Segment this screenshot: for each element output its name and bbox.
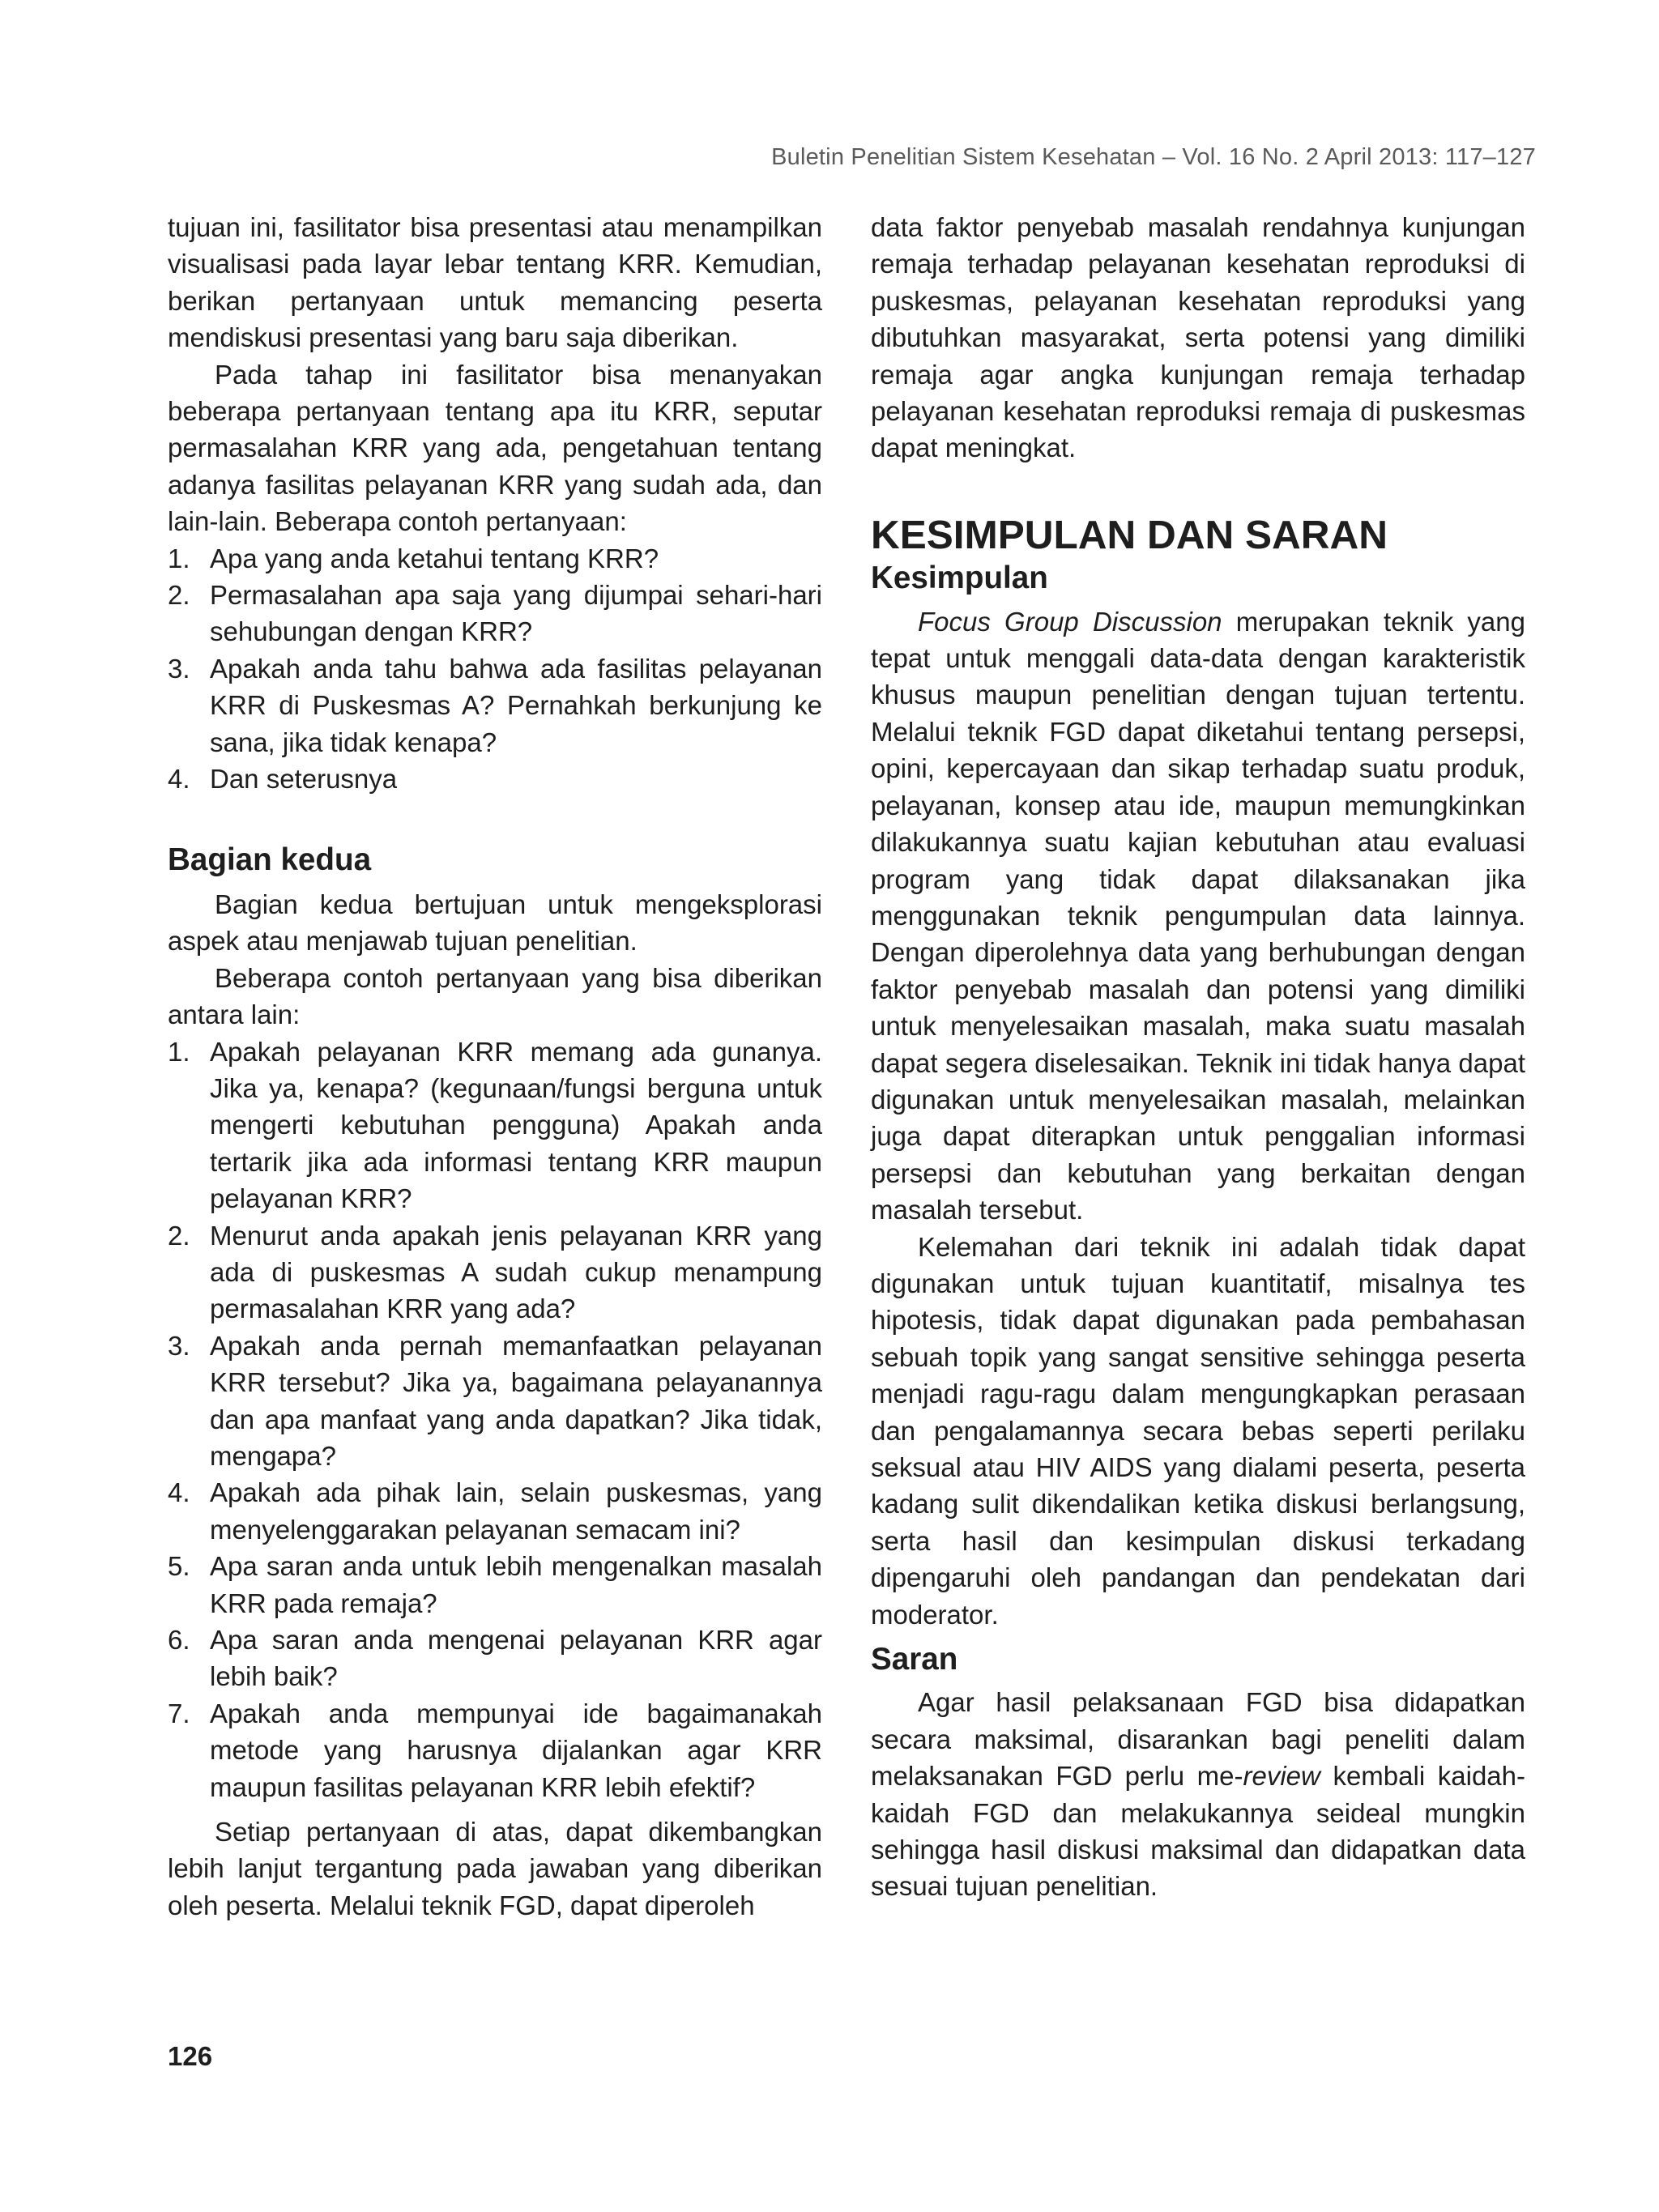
left-paragraph-3: Bagian kedua bertujuan untuk mengeksplorasi aspek atau menjawab tujuan penelitian. — [168, 889, 822, 957]
right-paragraph-1: data faktor penyebab masalah rendahnya kunjungan remaja terhadap pelayanan kesehatan reproduksi di puskesmas, pelayanan kesehatan reproduksi yang dibutuhkan masyarakat, serta potensi yang dimiliki remaja agar angka kunjungan remaja terhadap pelayanan kesehatan reproduksi remaja di puskesmas dapat meningkat. — [871, 212, 1525, 463]
right-paragraph-2 — [871, 603, 1525, 1229]
list-item — [168, 1034, 822, 1217]
left-paragraph-2: Pada tahap ini fasilitator bisa menanyakan beberapa pertanyaan tentang apa itu KRR, seputar permasalahan KRR yang ada, pengetahuan tentang adanya fasilitas pelayanan KRR yang sudah ada, dan lain-lain. Beberapa contoh pertanyaan: — [168, 359, 822, 537]
list-number: 1. — [168, 1036, 190, 1067]
section-heading-kesimpulan-dan-saran: KESIMPULAN DAN SARAN — [871, 512, 1388, 557]
list-item-text: Apa saran anda mengenai pelayanan KRR agar lebih baik? — [210, 1625, 822, 1692]
list-item-text: Apakah ada pihak lain, selain puskesmas, yang menyelenggarakan pelayanan semacam ini? — [210, 1477, 822, 1545]
list-item-text: Apakah anda tahu bahwa ada fasilitas pelayanan KRR di Puskesmas A? Pernahkah berkunjung ke sana, jika tidak kenapa? — [210, 653, 822, 757]
list-number: 4. — [168, 1477, 190, 1508]
list-item — [168, 650, 822, 761]
page-number: 126 — [168, 2041, 213, 2071]
question-list-2 — [168, 1034, 822, 1806]
paragraph-text: kembali kaidah-kaidah FGD dan melakukannya seideal mungkin sehingga hasil diskusi maksimal dan didapatkan data sesuai tujuan penelitian. — [871, 1761, 1525, 1902]
list-item-text: Apakah pelayanan KRR memang ada gunanya. Jika ya, kenapa? (kegunaan/fungsi berguna untuk mengerti kebutuhan pengguna) Apakah anda tertarik jika ada informasi tentang KRR maupun pelayanan KRR? — [210, 1036, 822, 1214]
list-item-text: Apakah anda pernah memanfaatkan pelayanan KRR tersebut? Jika ya, bagaimana pelayanannya dan apa manfaat yang anda dapatkan? Jika tidak, mengapa? — [210, 1330, 822, 1471]
list-number: 6. — [168, 1625, 190, 1656]
list-number: 1. — [168, 543, 190, 573]
paragraph-text: merupakan teknik yang tepat untuk menggali data-data dengan karakteristik khusus maupun penelitian dengan tujuan tertentu. Melalui teknik FGD dapat diketahui tentang persepsi, opini, kepercayaan dan sikap terhadap suatu produk, pelayanan, konsep atau ide, maupun memungkinkan dilakukannya suatu kajian kebutuhan atau evaluasi program yang tidak dapat dilaksanakan jika menggunakan teknik pengumpulan data lainnya. Dengan diperolehnya data yang berhubungan dengan faktor penyebab masalah dan potensi yang dimiliki untuk menyelesaikan masalah, maka suatu masalah dapat segera diselesaikan. Teknik ini tidak hanya dapat digunakan untuk menyelesaikan masalah, melainkan juga dapat diterapkan untuk penggalian informasi persepsi dan kebutuhan yang berkaitan dengan masalah tersebut. — [871, 606, 1525, 1225]
list-item-text: Dan seterusnya — [210, 764, 398, 795]
heading-bagian-kedua: Bagian kedua — [168, 842, 372, 877]
left-paragraph-1: tujuan ini, fasilitator bisa presentasi atau menampilkan visualisasi pada layar lebar tentang KRR. Kemudian, berikan pertanyaan untuk memancing peserta mendiskusi presentasi yang baru saja diberikan. — [168, 212, 822, 353]
list-item — [168, 1328, 822, 1475]
list-item — [168, 540, 822, 577]
list-item-text: Apa saran anda untuk lebih mengenalkan masalah KRR pada remaja? — [210, 1551, 822, 1618]
paragraph-text: Agar hasil pelaksanaan FGD bisa didapatkan secara maksimal, disarankan bagi peneliti dalam melaksanakan FGD perlu me- — [871, 1687, 1525, 1792]
list-number: 3. — [168, 653, 190, 684]
list-number: 4. — [168, 764, 190, 795]
left-paragraph-4: Beberapa contoh pertanyaan yang bisa diberikan antara lain: — [168, 962, 822, 1030]
list-item — [168, 1548, 822, 1622]
list-item — [168, 1622, 822, 1695]
list-item-text: Permasalahan apa saja yang dijumpai sehari-hari sehubungan dengan KRR? — [210, 580, 822, 647]
list-item — [168, 1474, 822, 1548]
subheading-kesimpulan: Kesimpulan — [871, 560, 1048, 596]
list-number: 5. — [168, 1551, 190, 1582]
right-paragraph-4 — [871, 1684, 1525, 1904]
left-paragraph-5: Setiap pertanyaan di atas, dapat dikembangkan lebih lanjut tergantung pada jawaban yang diberikan oleh peserta. Melalui teknik FGD, dapat diperoleh — [168, 1817, 822, 1920]
list-item — [168, 577, 822, 650]
list-number: 2. — [168, 580, 190, 611]
list-item — [168, 1695, 822, 1805]
right-paragraph-3: Kelemahan dari teknik ini adalah tidak dapat digunakan untuk tujuan kuantitatif, misalnya tes hipotesis, tidak dapat digunakan pada pembahasan sebuah topik yang sangat sensitive sehingga peserta menjadi ragu-ragu dalam mengungkapkan perasaan dan pengalamannya secara bebas seperti perilaku seksual atau HIV AIDS yang dialami peserta, peserta kadang sulit dikendalikan ketika diskusi berlangsung, serta hasil dan kesimpulan diskusi terkadang dipengaruhi oleh pandangan dan pendekatan dari moderator. — [871, 1231, 1525, 1630]
list-item-text: Apa yang anda ketahui tentang KRR? — [210, 543, 659, 573]
right-column — [871, 209, 1525, 1905]
list-number: 3. — [168, 1330, 190, 1361]
list-item — [168, 761, 822, 797]
list-item — [168, 1217, 822, 1328]
list-item-text: Menurut anda apakah jenis pelayanan KRR yang ada di puskesmas A sudah cukup menampung permasalahan KRR yang ada? — [210, 1220, 822, 1324]
italic-term: review — [1243, 1761, 1320, 1792]
list-number: 7. — [168, 1698, 190, 1728]
list-item-text: Apakah anda mempunyai ide bagaimanakah metode yang harusnya dijalankan agar KRR maupun fasilitas pelayanan KRR lebih efektif? — [210, 1698, 822, 1802]
list-number: 2. — [168, 1220, 190, 1251]
running-header: Buletin Penelitian Sistem Kesehatan – Vol. 16 No. 2 April 2013: 117–127 — [771, 144, 1536, 170]
italic-term: Focus Group Discussion — [918, 606, 1222, 637]
question-list-1 — [168, 540, 822, 798]
left-column — [168, 209, 822, 1924]
subheading-saran: Saran — [871, 1642, 958, 1677]
